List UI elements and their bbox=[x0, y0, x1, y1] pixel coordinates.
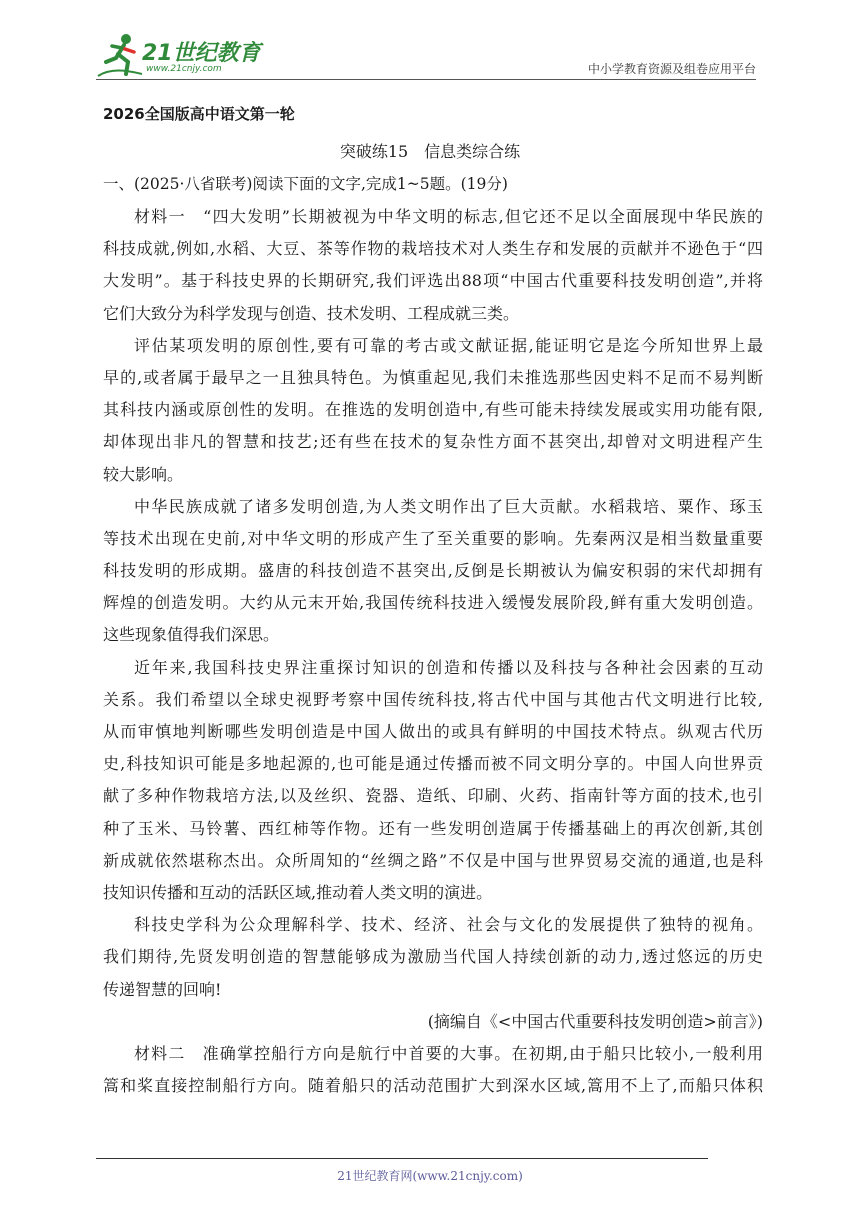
text-line: 其科技内涵或原创性的发明。在推选的发明创造中,有些可能未持续发展或实用功能有限, bbox=[103, 400, 763, 420]
source-citation: (摘编自《<中国古代重要科技发明创造>前言》) bbox=[427, 1011, 763, 1031]
text-line: 辉煌的创造发明。大约从元末开始,我国传统科技进入缓慢发展阶段,鲜有重大发明创造。 bbox=[103, 593, 763, 613]
text-line: 大发明”。基于科技史界的长期研究,我们评选出88项“中国古代重要科技发明创造”,并将 bbox=[103, 271, 763, 291]
text-line: 近年来,我国科技史界注重探讨知识的创造和传播以及科技与各种社会因素的互动 bbox=[134, 657, 763, 677]
text-line: 史,科技知识可能是多地起源的,也可能是通过传播而被不同文明分享的。中国人向世界贡 bbox=[103, 754, 763, 774]
text-line: 篙和桨直接控制船行方向。随着船只的活动范围扩大到深水区域,篙用不上了,而船只体积 bbox=[103, 1076, 763, 1096]
text-line: 传递智慧的回响! bbox=[103, 979, 222, 999]
text-line: 评估某项发明的原创性,要有可靠的考古或文献证据,能证明它是迄今所知世界上最 bbox=[134, 335, 763, 355]
platform-label: 中小学教育资源及组卷应用平台 bbox=[587, 62, 756, 76]
logo-url: www.21cnjy.com bbox=[146, 64, 222, 74]
header-divider bbox=[96, 79, 756, 80]
text-line: 技知识传播和互动的活跃区域,推动着人类文明的演进。 bbox=[103, 882, 493, 902]
logo bbox=[96, 32, 266, 78]
text-line: 种了玉米、马铃薯、西红柿等作物。还有一些发明创造属于传播基础上的再次创新,其创 bbox=[103, 818, 763, 838]
text-line: 科技成就,例如,水稻、大豆、茶等作物的栽培技术对人类生存和发展的贡献并不逊色于“四 bbox=[103, 239, 763, 259]
text-line: 从而审慎地判断哪些发明创造是中国人做出的或具有鲜明的中国技术特点。纵观古代历 bbox=[103, 722, 763, 741]
text-line: 材料二 准确掌控船行方向是航行中首要的大事。在初期,由于船只比较小,一般利用 bbox=[134, 1043, 763, 1063]
text-line: 科技发明的形成期。盛唐的科技创造不甚突出,反倒是长期被认为偏安积弱的宋代却拥有 bbox=[103, 561, 763, 581]
text-line: 我们期待,先贤发明创造的智慧能够成为激励当代国人持续创新的动力,透过悠远的历史 bbox=[103, 947, 763, 967]
footer-divider bbox=[96, 1158, 708, 1159]
document-title: 2026全国版高中语文第一轮 bbox=[103, 105, 295, 123]
article-body bbox=[103, 201, 763, 1102]
footer-text: 21世纪教育网(www.21cnjy.com) bbox=[337, 1169, 523, 1183]
text-line: 关系。我们希望以全球史视野考察中国传统科技,将古代中国与其他古代文明进行比较, bbox=[103, 689, 763, 709]
text-line: 早的,或者属于最早之一且独具特色。为慎重起见,我们未推选那些因史料不足而不易判断 bbox=[103, 367, 763, 387]
text-line: 材料一 “四大发明”长期被视为中华文明的标志,但它还不足以全面展现中华民族的 bbox=[134, 207, 763, 226]
text-line: 较大影响。 bbox=[103, 464, 184, 484]
page-header bbox=[96, 30, 756, 80]
text-line: 这些现象值得我们深思。 bbox=[103, 625, 280, 645]
exercise-title: 突破练15 信息类综合练 bbox=[339, 142, 521, 161]
logo-text: 21世纪教育 bbox=[142, 41, 261, 66]
text-line: 却体现出非凡的智慧和技艺;还有些在技术的复杂性方面不甚突出,却曾对文明进程产生 bbox=[103, 432, 763, 452]
text-line: 科技史学科为公众理解科学、技术、经济、社会与文化的发展提供了独特的视角。 bbox=[134, 915, 763, 935]
question-heading: 一、(2025·八省联考)阅读下面的文字,完成1~5题。(19分) bbox=[103, 175, 508, 193]
text-line: 中华民族成就了诸多发明创造,为人类文明作出了巨大贡献。水稻栽培、粟作、琢玉 bbox=[134, 496, 763, 516]
text-line: 等技术出现在史前,对中华文明的形成产生了至关重要的影响。先秦两汉是相当数量重要 bbox=[103, 528, 763, 548]
text-line: 它们大致分为科学发现与创造、技术发明、工程成就三类。 bbox=[103, 303, 520, 323]
text-line: 新成就依然堪称杰出。众所周知的“丝绸之路”不仅是中国与世界贸易交流的通道,也是科 bbox=[103, 850, 763, 870]
runner-icon bbox=[96, 32, 144, 78]
text-line: 献了多种作物栽培方法,以及丝织、瓷器、造纸、印刷、火药、指南针等方面的技术,也引 bbox=[103, 786, 763, 806]
